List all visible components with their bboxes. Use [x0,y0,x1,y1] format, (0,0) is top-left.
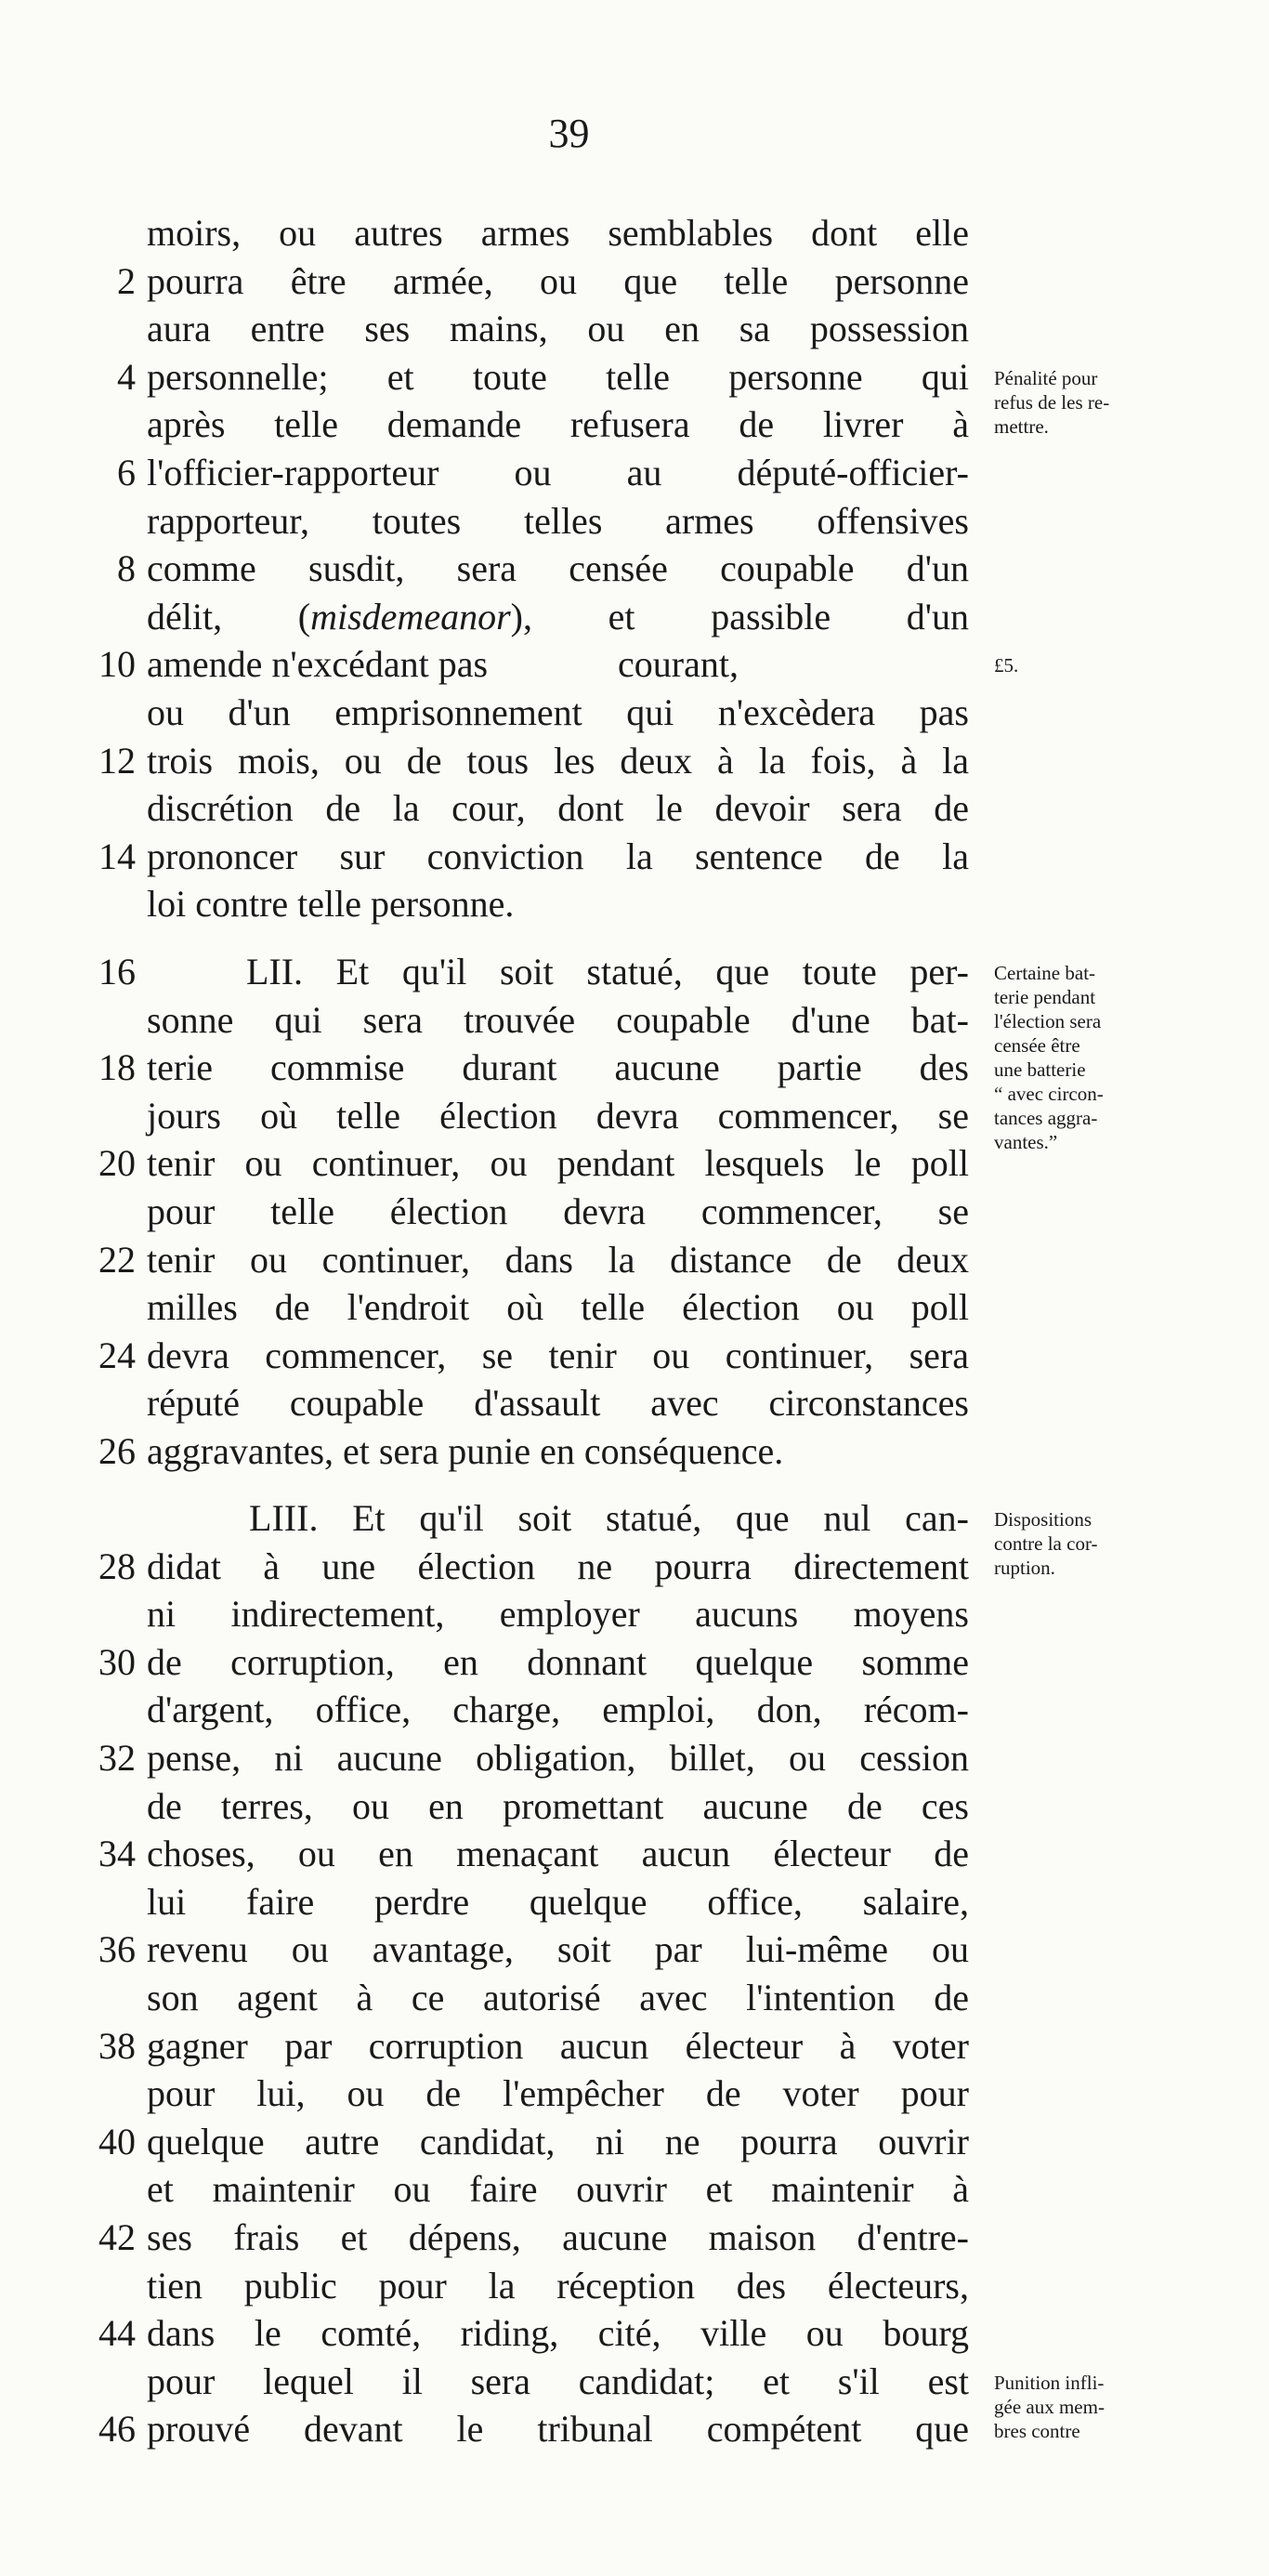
text-line [0,1782,1269,1831]
line-text: pour telle élection devra commencer, se [147,1189,969,1232]
line-text: aggravantes, et sera punie en conséquence. [147,1429,784,1472]
line-text: pourra être armée, ou que telle personne [147,259,969,302]
text-line [0,737,1269,785]
margin-note-line: tances aggra- [994,1107,1098,1129]
line-text: ni indirectement, employer aucuns moyens [147,1593,969,1636]
section-53 [0,1494,1269,2453]
line-text: de terres, ou en promettant aucune de ces [147,1784,969,1827]
italic-term: misdemeanor [310,595,511,637]
line-number: 40 [98,2120,136,2162]
margin-note [994,1507,1180,1580]
margin-note-line: vantes.” [994,1131,1058,1153]
line-text: revenu ou avantage, soit par lui-même ou [147,1928,969,1971]
line-number: 6 [117,451,136,493]
line-text: dans le comté, riding, cité, ville ou bourg [147,2312,969,2355]
text-line [0,1638,1269,1687]
line-number: 14 [98,835,136,877]
line-number: 12 [98,739,136,782]
line-text: lui faire perdre quelque office, salaire, [147,1880,969,1923]
text-line [0,689,1269,737]
line-text: ou d'un emprisonnement qui n'excèdera pas [147,690,969,733]
line-number: 30 [98,1640,136,1683]
text-line [0,1188,1269,1236]
line-number: 34 [98,1833,136,1875]
text-line [0,1283,1269,1332]
text-line [0,2022,1269,2070]
line-text: LIII. Et qu'il soit statué, que nul can- [147,1497,969,1539]
text-line [0,449,1269,497]
text-line [0,1974,1269,2022]
text-line [0,1686,1269,1734]
text-line [0,2070,1269,2118]
line-text: d'argent, office, charge, emploi, don, récom- [147,1689,969,1731]
line-number: 46 [98,2408,136,2451]
line-text: moirs, ou autres armes semblables dont elle [147,212,969,254]
margin-note-line: terie pendant [994,986,1096,1008]
line-text: choses, ou en menaçant aucun électeur de [147,1833,969,1875]
margin-note [994,2371,1180,2443]
margin-note-line: “ avec circon- [994,1083,1104,1105]
line-text: rapporteur, toutes telles armes offensives [147,499,969,542]
line-text: de corruption, en donnant quelque somme [147,1640,969,1683]
margin-note [994,366,1180,439]
line-text: tenir ou continuer, dans la distance de deux [147,1238,969,1281]
line-text: loi contre telle personne. [147,883,515,926]
line-text: personnelle; et toute telle personne qui [147,355,969,398]
line-number: 2 [117,259,136,302]
text-line [0,545,1269,593]
line-text: pense, ni aucune obligation, billet, ou cession [147,1736,969,1779]
margin-note-line: censée être [994,1034,1080,1057]
line-text: prouvé devant le tribunal compétent que [147,2408,969,2451]
line-text: et maintenir ou faire ouvrir et maintenir à [147,2168,969,2211]
margin-note-line: £5. [994,654,1019,677]
line-text: tenir ou continuer, ou pendant lesquels le poll [147,1142,969,1185]
line-number: 22 [98,1238,136,1281]
line-text: milles de l'endroit où telle élection ou poll [147,1286,969,1329]
text-line [0,833,1269,881]
text-line [0,305,1269,353]
text-line [0,1332,1269,1380]
text-line [0,1878,1269,1926]
section-52 [0,948,1269,1476]
line-text: tien public pour la réception des électeurs, [147,2264,969,2307]
text-line [0,1590,1269,1638]
line-number: 28 [98,1544,136,1587]
text-line [0,1734,1269,1782]
text-line [0,2118,1269,2166]
text-line [0,1427,1269,1476]
margin-note [994,653,1180,677]
line-text: pour lui, ou de l'empêcher de voter pour [147,2072,969,2115]
margin-note-line: Pénalité pour [994,366,1098,389]
line-text: quelque autre candidat, ni ne pourra ouvrir [147,2120,969,2162]
line-text: devra commencer, se tenir ou continuer, sera [147,1334,969,1376]
line-text: pour lequel il sera candidat; et s'il est [147,2359,969,2402]
section-51-end [0,209,1269,928]
margin-note-line: refus de les re- [994,390,1110,414]
margin-note [994,961,1180,1154]
line-number: 44 [98,2312,136,2355]
text-line [0,2165,1269,2214]
margin-note-line: l'élection sera [994,1010,1102,1032]
line-text: comme susdit, sera censée coupable d'un [147,547,969,590]
line-number: 18 [98,1046,136,1089]
margin-note-line: Dispositions [994,1508,1092,1531]
text-line [0,2262,1269,2310]
line-text: aura entre ses mains, ou en sa possession [147,308,969,350]
line-text: jours où telle élection devra commencer, se [147,1094,969,1137]
margin-note-line: une batterie [994,1058,1086,1081]
line-number: 20 [98,1142,136,1185]
line-text: l'officier-rapporteur ou au député-officier- [147,451,969,493]
line-text: didat à une élection ne pourra directement [147,1544,969,1587]
line-number: 10 [98,643,136,686]
margin-note-line: Punition infli- [994,2371,1105,2394]
text-line [0,497,1269,545]
line-number: 4 [117,355,136,398]
line-text: réputé coupable d'assault avec circonstances [147,1382,969,1425]
line-text: après telle demande refusera de livrer à [147,403,969,446]
text-line [0,257,1269,306]
line-number: 32 [98,1736,136,1779]
text-line [0,593,1269,641]
text-line [0,2309,1269,2358]
line-text: ses frais et dépens, aucune maison d'entre- [147,2215,969,2258]
margin-note-line: mettre. [994,414,1049,438]
text-line [0,209,1269,257]
margin-note-line: gée aux mem- [994,2395,1105,2418]
margin-note-line: bres contre [994,2419,1080,2442]
line-number: 16 [98,951,136,992]
margin-note-line: Certaine bat- [994,962,1096,984]
text-line [0,1379,1269,1427]
margin-note-line: ruption. [994,1557,1055,1579]
text-line [0,880,1269,928]
line-text: sonne qui sera trouvée coupable d'une bat- [147,998,969,1041]
line-text: amende n'excédant pas courant, [147,643,739,686]
text-line [0,784,1269,833]
line-number: 42 [98,2215,136,2258]
line-text: prononcer sur conviction la sentence de la [147,835,969,877]
line-number: 8 [117,547,136,590]
text-line [0,2214,1269,2262]
line-text: discrétion de la cour, dont le devoir sera de [147,787,969,830]
line-text: gagner par corruption aucun électeur à voter [147,2024,969,2067]
line-text: trois mois, ou de tous les deux à la fois, à la [147,739,969,782]
line-text: LII. Et qu'il soit statué, que toute per- [147,951,969,992]
margin-note-line: contre la cor- [994,1532,1098,1555]
text-line [0,1830,1269,1878]
line-number: 26 [98,1429,136,1472]
line-text: son agent à ce autorisé avec l'intention de [147,1976,969,2018]
text-line [0,1925,1269,1974]
line-text: terie commise durant aucune partie des [147,1046,969,1089]
line-text: délit, (misdemeanor), et passible d'un [147,595,969,637]
line-number: 24 [98,1334,136,1376]
line-number: 38 [98,2024,136,2067]
line-number: 36 [98,1928,136,1971]
text-line [0,1236,1269,1284]
page-number: 39 [548,111,590,156]
